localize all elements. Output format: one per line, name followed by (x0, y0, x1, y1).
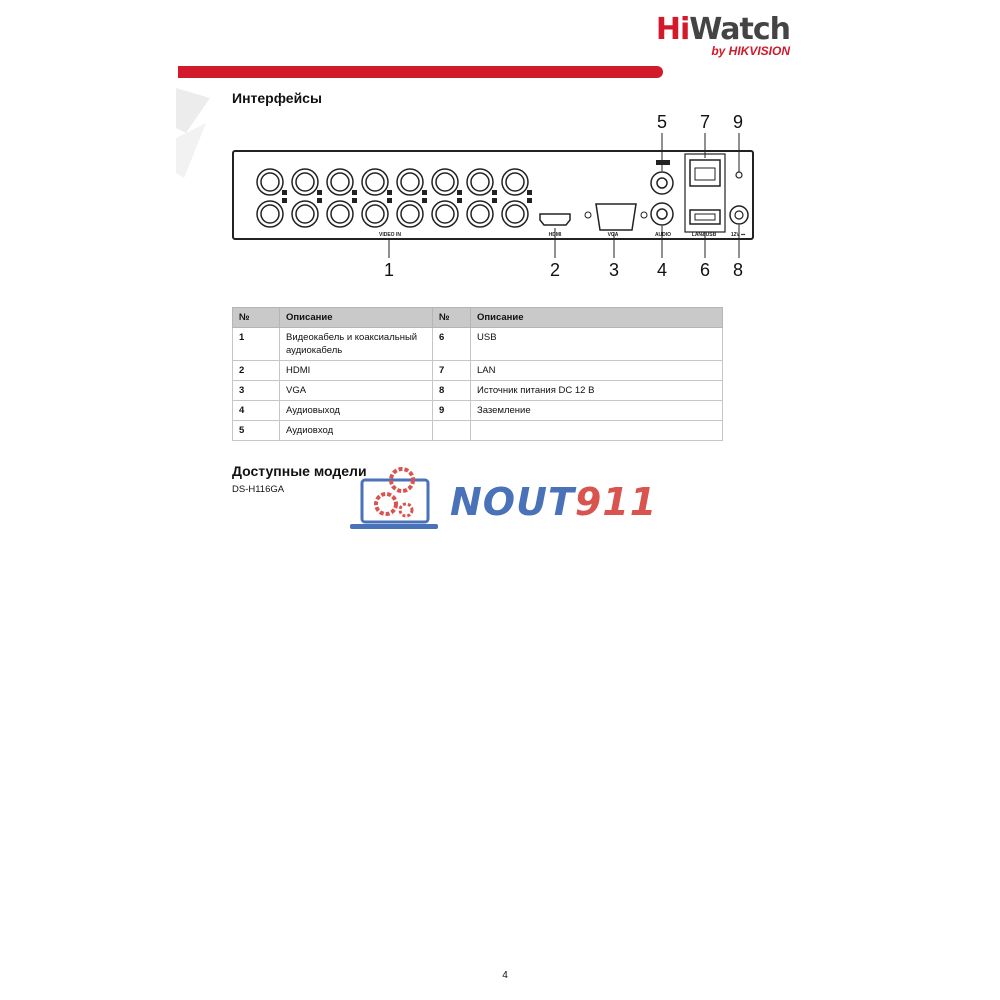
row-description-2: LAN (471, 361, 723, 381)
row-description: Видеокабель и коаксиальный аудиокабель (280, 328, 433, 361)
row-description: Аудиовход (280, 421, 433, 441)
col-number: № (233, 308, 280, 328)
table-header-row (233, 308, 723, 328)
row-description-2: Источник питания DC 12 В (471, 381, 723, 401)
watermark-text: NOUT911 (450, 480, 658, 524)
power-label: 12V ⎓ (730, 232, 746, 238)
table-row (233, 401, 723, 421)
callout-7: 7 (699, 112, 710, 132)
row-number: 2 (233, 361, 280, 381)
page-number: 4 (502, 970, 508, 981)
table-row (233, 421, 723, 441)
row-description-2: Заземление (471, 401, 723, 421)
hdmi-label: HDMI (548, 232, 562, 238)
row-number-2: 6 (433, 328, 471, 361)
row-number-2: 7 (433, 361, 471, 381)
by-hikvision: by HIKVISION (711, 44, 790, 58)
row-number-2 (433, 421, 471, 441)
row-number: 1 (233, 328, 280, 361)
vga-label: VGA (607, 232, 619, 238)
row-description: Аудиовыход (280, 401, 433, 421)
hiwatch-logo: HiWatch (655, 12, 790, 47)
callout-1: 1 (383, 260, 394, 280)
row-description-2: USB (471, 328, 723, 361)
interfaces-title: Интерфейсы (232, 90, 322, 106)
models-title: Доступные модели (232, 463, 367, 479)
col-number-2: № (433, 308, 471, 328)
decorative-shape (176, 88, 216, 188)
table-row (233, 361, 723, 381)
row-number: 5 (233, 421, 280, 441)
row-number-2: 9 (433, 401, 471, 421)
row-description-2 (471, 421, 723, 441)
lan-usb-label: LAN&USB (691, 232, 717, 238)
row-number: 4 (233, 401, 280, 421)
audio-label: AUDIO (654, 232, 672, 238)
brand-logo (650, 12, 790, 58)
callout-3: 3 (608, 260, 619, 280)
model-name: DS-H116GA (232, 484, 285, 495)
callout-5: 5 (656, 112, 667, 132)
interfaces-table (232, 307, 723, 441)
row-number-2: 8 (433, 381, 471, 401)
table-row (233, 381, 723, 401)
col-description: Описание (280, 308, 433, 328)
callout-9: 9 (732, 112, 743, 132)
col-description-2: Описание (471, 308, 723, 328)
header-accent-bar (178, 66, 663, 78)
gear-laptop-icon (350, 466, 440, 536)
row-description: HDMI (280, 361, 433, 381)
callout-6: 6 (699, 260, 710, 280)
callout-2: 2 (549, 260, 560, 280)
video-in-label: VIDEO IN (379, 232, 401, 238)
callout-8: 8 (732, 260, 743, 280)
row-description: VGA (280, 381, 433, 401)
dvr-rear-panel (232, 150, 754, 240)
callout-4: 4 (656, 260, 667, 280)
row-number: 3 (233, 381, 280, 401)
table-row (233, 328, 723, 361)
